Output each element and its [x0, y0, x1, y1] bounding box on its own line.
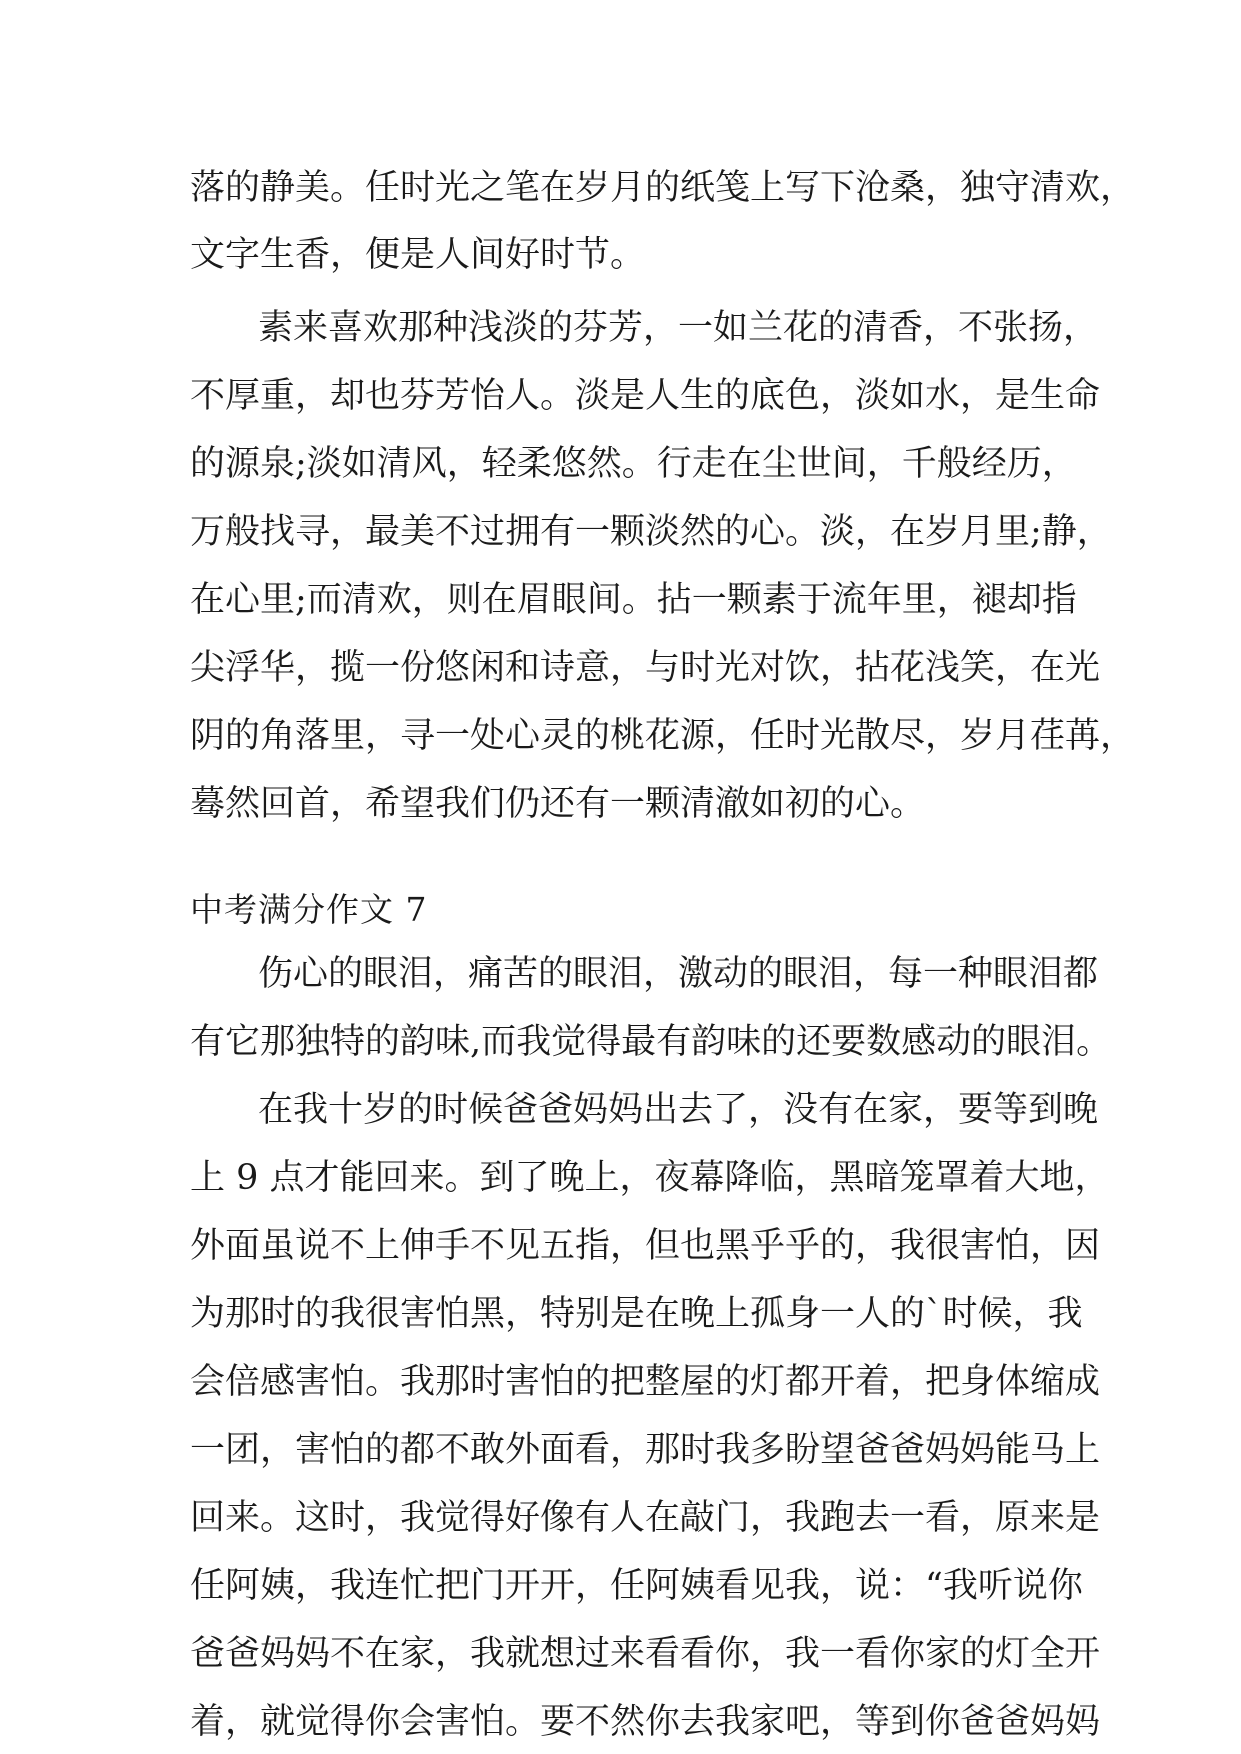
paragraph-line: 会倍感害怕。我那时害怕的把整屋的灯都开着，把身体缩成: [190, 1362, 1101, 1402]
paragraph-line: 尖浮华，揽一份悠闲和诗意，与时光对饮，拈花浅笑，在光: [190, 648, 1101, 688]
paragraph-line: 万般找寻，最美不过拥有一颗淡然的心。淡，在岁月里;静，: [190, 512, 1112, 552]
paragraph-line: 一团，害怕的都不敢外面看，那时我多盼望爸爸妈妈能马上: [190, 1430, 1101, 1470]
paragraph-line: 文字生香，便是人间好时节。: [190, 235, 646, 275]
paragraph-line: 不厚重，却也芬芳怡人。淡是人生的底色，淡如水，是生命: [190, 376, 1101, 416]
paragraph-line: 回来。这时，我觉得好像有人在敲门，我跑去一看，原来是: [190, 1498, 1101, 1538]
paragraph-line: 伤心的眼泪，痛苦的眼泪，激动的眼泪，每一种眼泪都: [258, 954, 1099, 994]
paragraph-line: 在心里;而清欢，则在眉眼间。拈一颗素于流年里，褪却指: [190, 580, 1077, 620]
paragraph-line: 阴的角落里，寻一处心灵的桃花源，任时光散尽，岁月荏苒，: [190, 716, 1136, 756]
paragraph-line: 素来喜欢那种浅淡的芬芳，一如兰花的清香，不张扬，: [258, 308, 1099, 348]
paragraph-line: 落的静美。任时光之笔在岁月的纸笺上写下沧桑，独守清欢，: [190, 168, 1136, 208]
paragraph-line: 的源泉;淡如清风，轻柔悠然。行走在尘世间，千般经历，: [190, 444, 1077, 484]
paragraph-line: 任阿姨，我连忙把门开开，任阿姨看见我，说：“我听说你: [190, 1566, 1083, 1606]
paragraph-line: 外面虽说不上伸手不见五指，但也黑乎乎的，我很害怕，因: [190, 1226, 1101, 1266]
paragraph-line: 爸爸妈妈不在家，我就想过来看看你，我一看你家的灯全开: [190, 1634, 1101, 1674]
paragraph-line: 上 9 点才能回来。到了晚上，夜幕降临，黑暗笼罩着大地，: [190, 1158, 1110, 1198]
paragraph-line: 为那时的我很害怕黑，特别是在晚上孤身一人的`时候，我: [190, 1294, 1083, 1334]
paragraph-line: 着，就觉得你会害怕。要不然你去我家吧，等到你爸爸妈妈: [190, 1702, 1101, 1742]
essay-heading: 中考满分作文 7: [190, 890, 428, 929]
paragraph-line: 在我十岁的时候爸爸妈妈出去了，没有在家，要等到晚: [258, 1090, 1099, 1130]
paragraph-line: 蓦然回首，希望我们仍还有一颗清澈如初的心。: [190, 784, 926, 824]
paragraph-line: 有它那独特的韵味,而我觉得最有韵味的还要数感动的眼泪。: [190, 1022, 1112, 1062]
